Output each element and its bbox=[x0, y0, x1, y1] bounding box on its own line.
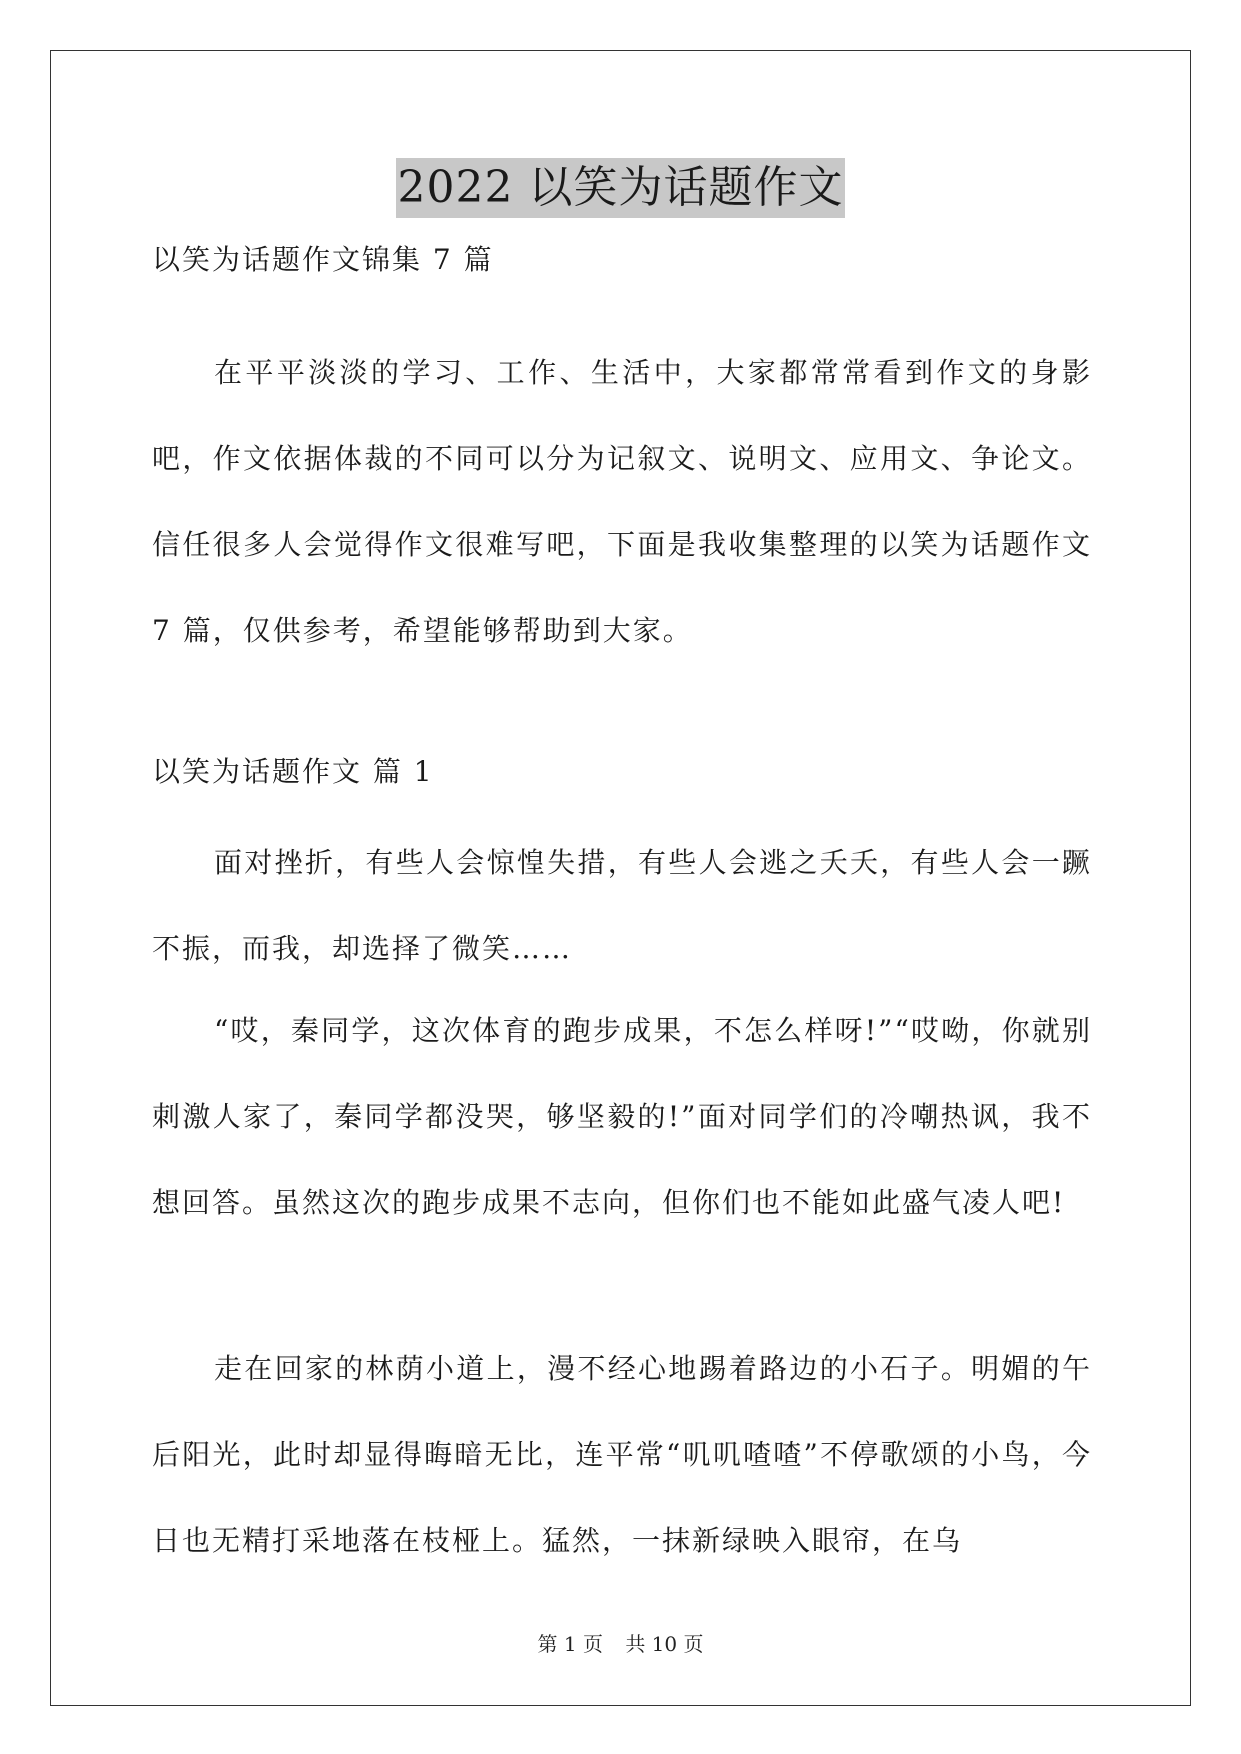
section-heading: 以笑为话题作文 篇 1 bbox=[152, 755, 434, 788]
page-footer bbox=[0, 1628, 1241, 1657]
body-paragraph: 走在回家的林荫小道上，漫不经心地踢着路边的小石子。明媚的午后阳光，此时却显得晦暗无比，连平常“叽叽喳喳”不停歌颂的小鸟，今日也无精打采地落在枝桠上。猛然，一抹新绿映入眼帘，在乌 bbox=[152, 1352, 1092, 1557]
intro-paragraph: 在平平淡淡的学习、工作、生活中，大家都常常看到作文的身影吧，作文依据体裁的不同可以分为记叙文、说明文、应用文、争论文。信任很多人会觉得作文很难写吧，下面是我收集整理的以笑为话题作文 7 篇，仅供参考，希望能够帮助到大家。 bbox=[152, 356, 1092, 647]
body-paragraph: 面对挫折，有些人会惊惶失措，有些人会逃之夭夭，有些人会一蹶不振，而我，却选择了微笑…… bbox=[152, 846, 1092, 965]
document-subtitle: 以笑为话题作文锦集 7 篇 bbox=[152, 243, 494, 276]
title-wrap bbox=[0, 158, 1241, 218]
body-paragraph: “哎，秦同学，这次体育的跑步成果，不怎么样呀!”“哎呦，你就别刺激人家了，秦同学都没哭，够坚毅的!”面对同学们的冷嘲热讽，我不想回答。虽然这次的跑步成果不志向，但你们也不能如此盛气凌人吧! bbox=[152, 1014, 1092, 1219]
page-total: 共 10 页 bbox=[625, 1632, 704, 1656]
document-title: 2022 以笑为话题作文 bbox=[396, 158, 846, 218]
page-number: 第 1 页 bbox=[537, 1632, 603, 1656]
